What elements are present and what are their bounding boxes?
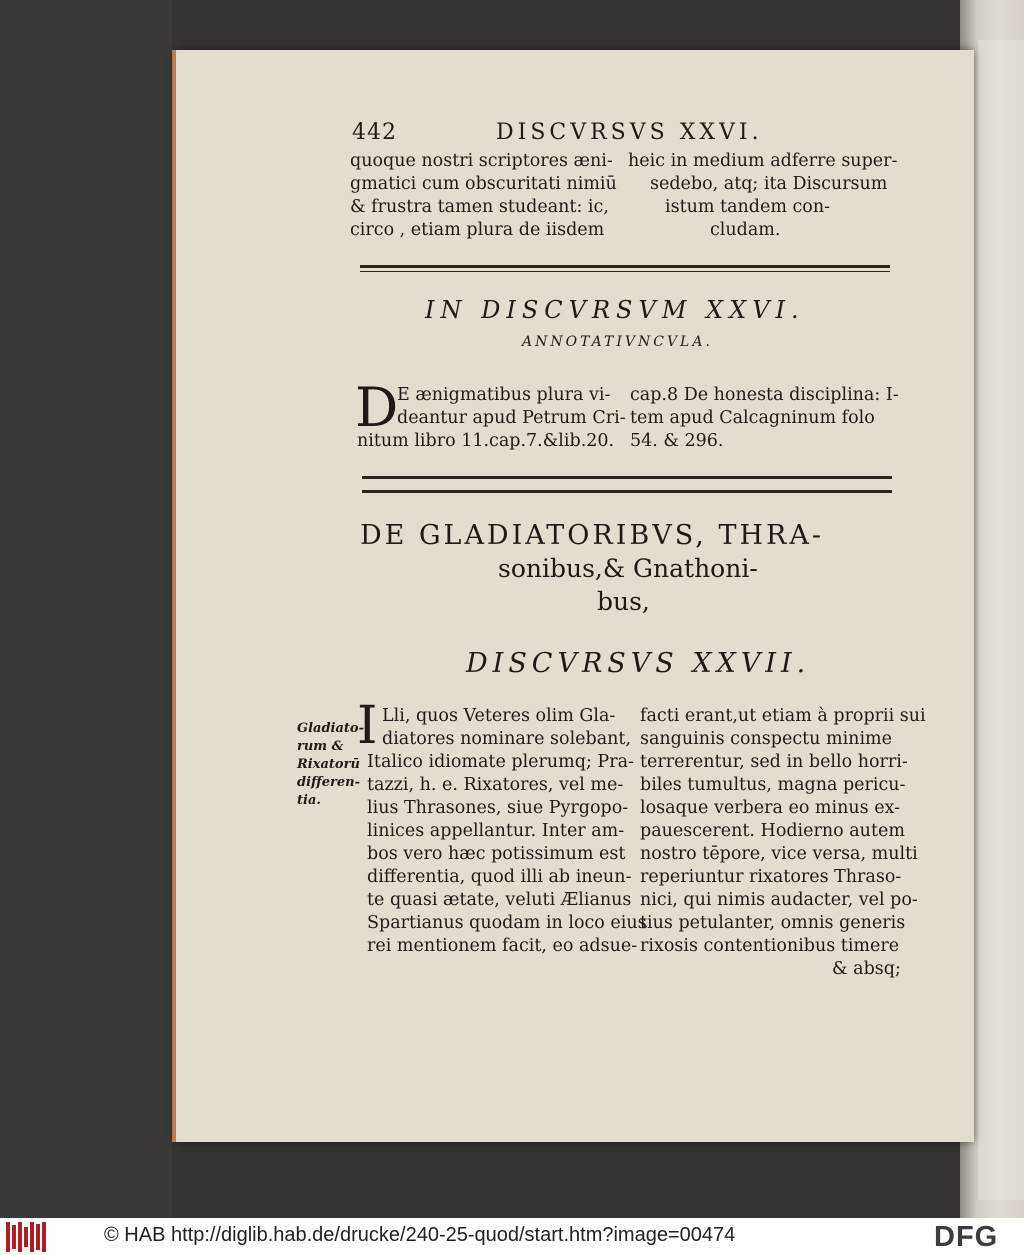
dfg-logo: DFG <box>934 1221 999 1253</box>
text-line: tazzi, h. e. Rixatores, vel me- <box>367 775 624 795</box>
margin-note-line: differen- <box>297 775 361 790</box>
divider-rule <box>362 476 892 479</box>
margin-note-line: rum & <box>297 739 344 754</box>
text-line: tem apud Calcagninum folo <box>630 408 875 428</box>
text-line: te quasi ætate, veluti Ælianus <box>367 890 632 910</box>
text-line: E ænigmatibus plura vi- <box>397 385 611 405</box>
text-line: & frustra tamen studeant: ic, <box>350 197 609 217</box>
hab-logo-icon <box>6 1222 46 1252</box>
text-line: sedebo, atq; ita Discursum <box>650 174 888 194</box>
footer-bar <box>0 1218 1024 1255</box>
annotation-title: IN DISCVRSVM XXVI. <box>425 296 805 324</box>
text-line: cap.8 De honesta disciplina: I- <box>630 385 899 405</box>
text-line: nitum libro 11.cap.7.&lib.20. <box>357 431 615 451</box>
scan-background <box>0 0 172 1218</box>
drop-cap: I <box>357 696 378 756</box>
running-title: DISCVRSVS XXVI. <box>496 120 763 145</box>
text-line: facti erant,ut etiam à proprii sui <box>640 706 926 726</box>
text-line: Italico idiomate plerumq; Pra- <box>367 752 634 772</box>
text-line: biles tumultus, magna pericu- <box>640 775 906 795</box>
text-line: lius Thrasones, siue Pyrgopo- <box>367 798 629 818</box>
text-line: Spartianus quodam in loco eius <box>367 913 647 933</box>
margin-note-line: tia. <box>297 793 321 808</box>
copyright-link[interactable]: © HAB http://diglib.hab.de/drucke/240-25-quod/start.htm?image=00474 <box>104 1224 736 1246</box>
text-line: 54. & 296. <box>630 431 724 451</box>
text-line: quoque nostri scriptores æni- <box>350 151 613 171</box>
text-line: gmatici cum obscuritati nimiū <box>350 174 617 194</box>
text-line: istum tandem con- <box>665 197 831 217</box>
margin-note-line: Rixatorū <box>297 757 360 772</box>
text-line: reperiuntur rixatores Thraso- <box>640 867 902 887</box>
section-title-line: sonibus,& Gnathoni- <box>498 554 758 583</box>
text-line: terrerentur, sed in bello horri- <box>640 752 908 772</box>
divider-rule <box>360 265 890 268</box>
text-line: Lli, quos Veteres olim Gla- <box>382 706 616 726</box>
section-title-line: bus, <box>597 587 650 616</box>
text-line: tius petulanter, omnis generis <box>640 913 906 933</box>
text-line: differentia, quod illi ab ineun- <box>367 867 632 887</box>
divider-rule <box>360 271 890 272</box>
text-line: heic in medium adferre super- <box>628 151 898 171</box>
text-line: cludam. <box>710 220 781 240</box>
divider-rule <box>362 490 892 493</box>
section-title: DE GLADIATORIBVS, THRA- <box>360 520 824 551</box>
margin-note-line: Gladiato- <box>297 721 364 736</box>
catchword: & absq; <box>832 959 901 979</box>
text-line: sanguinis conspectu minime <box>640 729 892 749</box>
annotation-subtitle: ANNOTATIVNCVLA. <box>522 334 713 350</box>
text-line: rixosis contentionibus timere <box>640 936 900 956</box>
discourse-title: DISCVRSVS XXVII. <box>466 648 811 679</box>
text-line: linices appellantur. Inter am- <box>367 821 625 841</box>
text-line: bos vero hæc potissimum est <box>367 844 626 864</box>
text-line: nostro tēpore, vice versa, multi <box>640 844 918 864</box>
text-line: deantur apud Petrum Cri- <box>397 408 626 428</box>
text-line: diatores nominare solebant, <box>382 729 632 749</box>
text-line: rei mentionem facit, eo adsue- <box>367 936 638 956</box>
text-line: losaque verbera eo minus ex- <box>640 798 901 818</box>
text-line: pauescerent. Hodierno autem <box>640 821 905 841</box>
drop-cap: D <box>355 376 399 439</box>
page-number: 442 <box>352 120 397 145</box>
text-line: circo , etiam plura de iisdem <box>350 220 605 240</box>
text-line: nici, qui nimis audacter, vel po- <box>640 890 918 910</box>
